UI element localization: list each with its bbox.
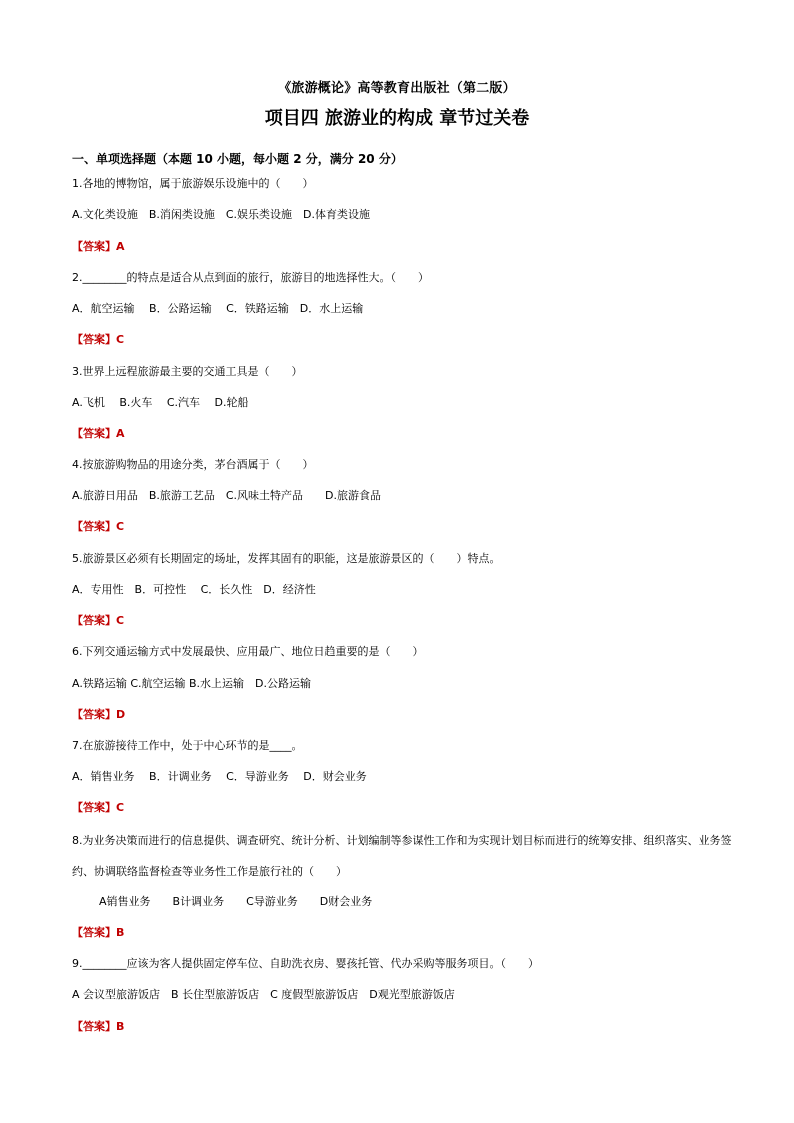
question-2-options: A．航空运输 B．公路运输 C．铁路运输 D．水上运输 [72,302,364,315]
question-1-answer: 【答案】A [72,240,125,253]
question-4-answer: 【答案】C [72,520,125,533]
question-7-options: A．销售业务 B．计调业务 C．导游业务 D．财会业务 [72,770,367,783]
question-9-options: A 会议型旅游饭店 B 长住型旅游饭店 C 度假型旅游饭店 D观光型旅游饭店 [72,988,455,1001]
question-3: 3.世界上远程旅游最主要的交通工具是（ ） [72,365,303,378]
question-8: 8.为业务决策而进行的信息提供、调查研究、统计分析、计划编制等参谋性工作和为实现计划目标而进行的统筹安排、组织落实、业务签约、协调联络监督检查等业务性工作是旅行社的（ ） [72,834,732,878]
question-4: 4.按旅游购物品的用途分类，茅台酒属于（ ） [72,458,314,471]
question-7-answer: 【答案】C [72,801,125,814]
question-6-options: A.铁路运输 C.航空运输 B.水上运输 D.公路运输 [72,677,312,690]
document-title: 项目四 旅游业的构成 章节过关卷 [264,108,530,129]
question-8-options: A销售业务 B计调业务 C导游业务 D财会业务 [99,895,373,908]
question-9: 9.________应该为客人提供固定停车位、自助洗衣房、婴孩托管、代办采购等服务项目。（ ） [72,957,539,970]
question-5: 5.旅游景区必须有长期固定的场址，发挥其固有的职能，这是旅游景区的（ ）特点。 [72,552,501,565]
question-2: 2.________的特点是适合从点到面的旅行，旅游目的地选择性大。（ ） [72,271,429,284]
section-heading: 一、单项选择题（本题 10 小题，每小题 2 分，满分 20 分） [72,152,403,166]
question-6-answer: 【答案】D [72,708,126,721]
document-subtitle: 《旅游概论》高等教育出版社（第二版） [278,81,516,96]
question-5-answer: 【答案】C [72,614,125,627]
question-1-options: A.文化类设施 B.消闲类设施 C.娱乐类设施 D.体育类设施 [72,208,371,221]
question-2-answer: 【答案】C [72,333,125,346]
question-3-answer: 【答案】A [72,427,125,440]
question-6: 6.下列交通运输方式中发展最快、应用最广、地位日趋重要的是（ ） [72,645,424,658]
question-1: 1.各地的博物馆，属于旅游娱乐设施中的（ ） [72,177,314,190]
question-9-answer: 【答案】B [72,1020,125,1033]
question-5-options: A．专用性 B．可控性 C．长久性 D．经济性 [72,583,316,596]
question-4-options: A.旅游日用品 B.旅游工艺品 C.风味土特产品 D.旅游食品 [72,489,382,502]
question-3-options: A.飞机 B.火车 C.汽车 D.轮船 [72,396,249,409]
question-7: 7.在旅游接待工作中，处于中心环节的是____。 [72,739,303,752]
question-8-answer: 【答案】B [72,926,125,939]
